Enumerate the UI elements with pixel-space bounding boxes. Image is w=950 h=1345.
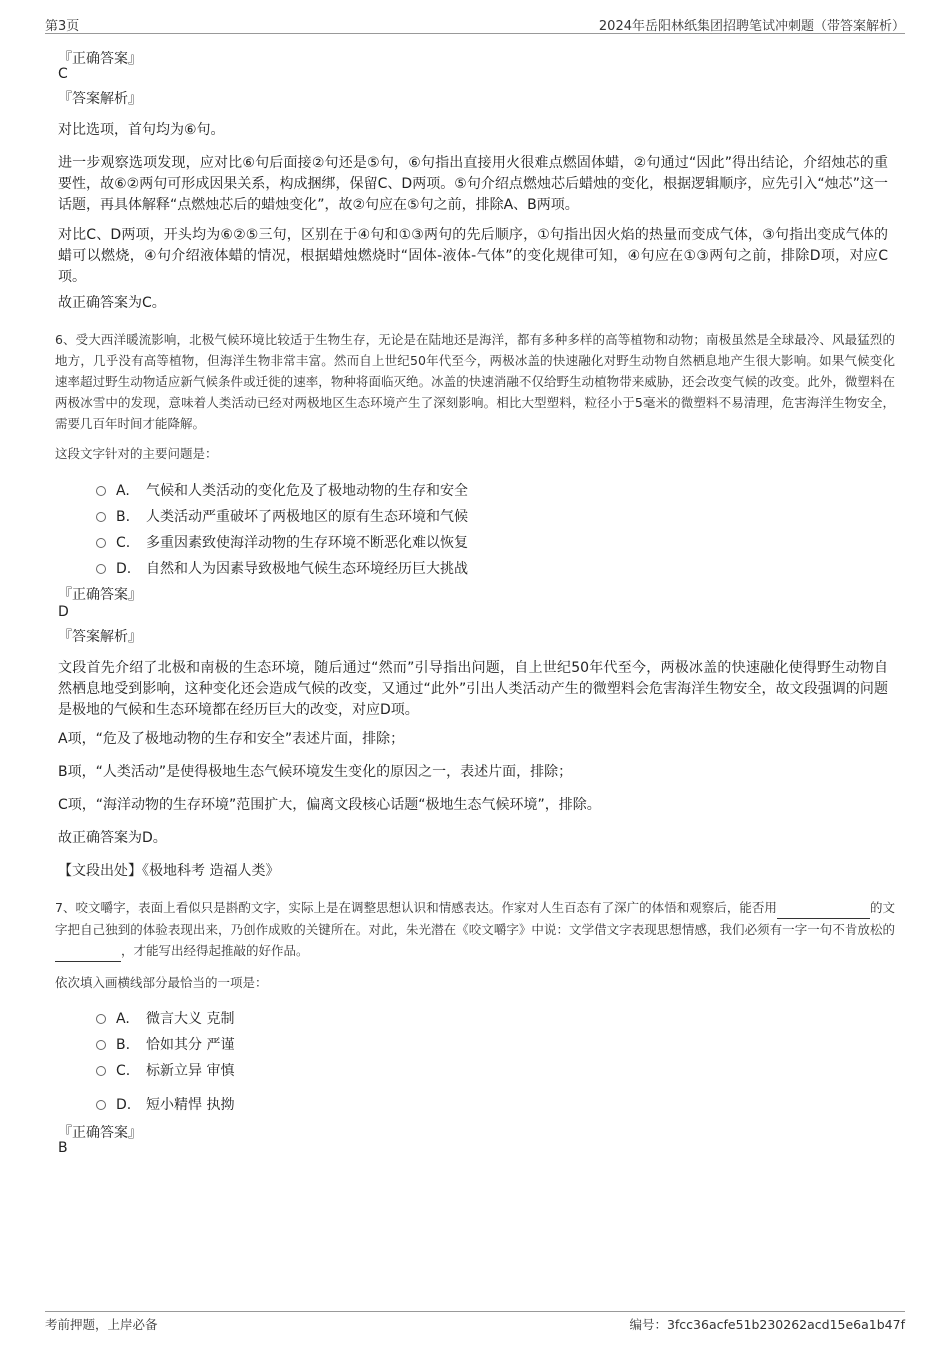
correct-answer-value: D [58, 604, 69, 620]
source-label: 【文段出处】 [58, 863, 142, 879]
option-letter: B. [116, 509, 131, 525]
question-text-part: ，才能写出经得起推敲的好作品。 [121, 943, 309, 958]
fill-blank [55, 940, 121, 962]
correct-answer-label: 『正确答案』 [58, 587, 142, 603]
question-text: 6、受大西洋暖流影响，北极气候环境比较适于生物生存，无论是在陆地还是海洋，都有多种多样的高等植物和动物；南极虽然是全球最冷、风最猛烈的地方，几乎没有高等植物，但海洋生物非常丰富。然而自上世纪50年代至今，两极冰盖的快速融化对野生动物自然栖息地产生很大影响。如果气候变化速率超过野生动物适应新气候条件或迁徙的速率，物种将面临灭绝。冰盖的快速消融不仅给野生动植物带来威胁，还会改变气候的改变。此外，微塑料在两极冰雪中的发现，意味着人类活动已经对两极地区生态环境产生了深刻影响。相比大型塑料，粒径小于5毫米的微塑料不易清理，危害海洋生物安全，需要几百年时间才能降解。 [55, 332, 895, 431]
page-footer [45, 1311, 905, 1336]
option-text: 多重因素致使海洋动物的生存环境不断恶化难以恢复 [146, 535, 468, 551]
analysis-paragraph: C项，“海洋动物的生存环境”范围扩大，偏离文段核心话题“极地生态气候环境”，排除。 [58, 797, 601, 813]
radio-icon[interactable] [96, 1014, 106, 1024]
option-d[interactable] [96, 1094, 234, 1114]
radio-icon[interactable] [96, 564, 106, 574]
page-header [45, 13, 905, 34]
document-title: 2024年岳阳林纸集团招聘笔试冲刺题（带答案解析） [598, 19, 905, 34]
correct-answer-label: 『正确答案』 [58, 51, 142, 67]
analysis-paragraph: 进一步观察选项发现，应对比⑥句后面接②句还是⑤句，⑥句指出直接用火很难点燃固体蜡，②句通过“因此”得出结论，介绍烛芯的重要性，故⑥②两句可形成因果关系，构成捆绑，保留C、D两项。⑤句介绍点燃烛芯后蜡烛的变化，根据逻辑顺序，应先引入“烛芯”这一话题，再具体解释“点燃烛芯后的蜡烛变化”，故②句应在⑤句之前，排除A、B两项。 [58, 155, 888, 213]
option-a[interactable] [96, 480, 468, 500]
option-letter: B. [116, 1037, 131, 1053]
question-stem: 依次填入画横线部分最恰当的一项是： [55, 975, 268, 990]
option-letter: D. [116, 1097, 132, 1113]
option-text: 标新立异 审慎 [146, 1063, 235, 1079]
analysis-paragraph: 文段首先介绍了北极和南极的生态环境，随后通过“然而”引导指出问题，自上世纪50年代至今，两极冰盖的快速融化使得野生动物自然栖息地受到影响，这种变化还会造成气候的改变，又通过“此外”引出人类活动产生的微塑料会危害海洋生物安全，故文段强调的问题是极地的气候和生态环境都在经历巨大的改变，对应D项。 [58, 660, 888, 718]
question-text-part: 7、咬文嚼字，表面上看似只是斟酌文字，实际上是在调整思想认识和情感表达。作家对人生百态有了深广的体悟和观察后，能否用 [55, 900, 777, 915]
radio-icon[interactable] [96, 1100, 106, 1110]
option-text: 微言大义 克制 [146, 1011, 235, 1027]
footer-slogan: 考前押题，上岸必备 [45, 1317, 158, 1332]
source-line [58, 861, 888, 882]
analysis-paragraph: A项，“危及了极地动物的生存和安全”表述片面，排除； [58, 731, 405, 747]
correct-answer-value: C [58, 66, 68, 82]
correct-answer-label: 『正确答案』 [58, 1125, 142, 1141]
radio-icon[interactable] [96, 1040, 106, 1050]
analysis-paragraph: 故正确答案为D。 [58, 830, 167, 846]
source-title: 《极地科考 造福人类》 [142, 863, 280, 879]
option-letter: C. [116, 535, 131, 551]
question-text-part: 的文字把自己独到的体验表现出来，乃创作成败的关键所在。对此，朱光潜在《咬文嚼字》中说：文学借文字表现思想情感，我们必须有一字一句不肯放松的 [55, 900, 895, 937]
option-d[interactable] [96, 558, 468, 578]
radio-icon[interactable] [96, 512, 106, 522]
radio-icon[interactable] [96, 1066, 106, 1076]
analysis-label: 『答案解析』 [58, 91, 142, 107]
option-text: 恰如其分 严谨 [146, 1037, 235, 1053]
option-b[interactable] [96, 1034, 234, 1054]
option-text: 气候和人类活动的变化危及了极地动物的生存和安全 [146, 483, 468, 499]
page-number: 第3页 [45, 19, 80, 34]
radio-icon[interactable] [96, 538, 106, 548]
analysis-paragraph: B项，“人类活动”是使得极地生态气候环境发生变化的原因之一，表述片面，排除； [58, 764, 573, 780]
option-letter: C. [116, 1063, 131, 1079]
option-a[interactable] [96, 1008, 234, 1028]
option-letter: A. [116, 1011, 130, 1027]
question-text [55, 897, 895, 962]
option-b[interactable] [96, 506, 468, 526]
option-letter: A. [116, 483, 130, 499]
option-letter: D. [116, 561, 132, 577]
analysis-paragraph: 对比C、D两项，开头均为⑥②⑤三句，区别在于④句和①③两句的先后顺序，①句指出因火焰的热量而变成气体，③句指出变成气体的蜡可以燃烧，④句介绍液体蜡的情况，根据蜡烛燃烧时“固体-液体-气体”的变化规律可知，④句应在①③两句之前，排除D项，对应C项。 [58, 227, 888, 285]
correct-answer-value: B [58, 1140, 68, 1156]
option-text: 短小精悍 执拗 [146, 1097, 235, 1113]
document-id: 编号：3fcc36acfe51b230262acd15e6a1b47f [629, 1317, 905, 1332]
radio-icon[interactable] [96, 486, 106, 496]
fill-blank [777, 897, 870, 919]
analysis-paragraph: 对比选项，首句均为⑥句。 [58, 122, 225, 138]
option-c[interactable] [96, 532, 468, 552]
option-c[interactable] [96, 1060, 234, 1080]
analysis-paragraph: 故正确答案为C。 [58, 295, 166, 311]
question-stem: 这段文字针对的主要问题是： [55, 446, 218, 461]
analysis-label: 『答案解析』 [58, 629, 142, 645]
option-text: 人类活动严重破坏了两极地区的原有生态环境和气候 [146, 509, 468, 525]
option-text: 自然和人为因素导致极地气候生态环境经历巨大挑战 [146, 561, 468, 577]
